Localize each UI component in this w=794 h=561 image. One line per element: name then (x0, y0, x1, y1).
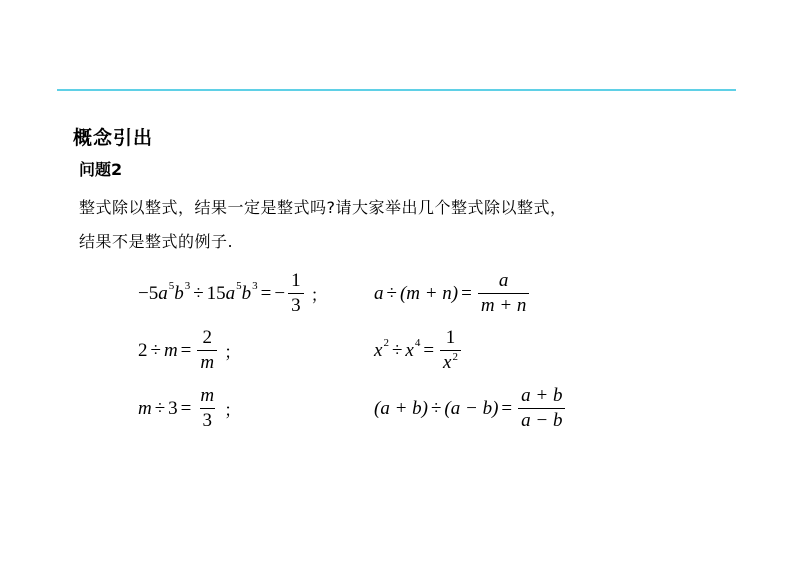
example-3-equation: m ÷ 3 = $\frac{m}{3}$ ； (138, 385, 242, 431)
question-text-line-1: 整式除以整式，结果一定是整式吗?请大家举出几个整式除以整式， (79, 198, 567, 217)
example-2-fraction: $\frac{2}{m}$ (197, 327, 217, 374)
example-4-fraction: $\frac{a}{m + n}$ (478, 270, 530, 317)
example-2-equation: 2 ÷ m = $\frac{2}{m}$ ； (138, 327, 242, 373)
example-6-fraction: $\frac{a + b}{a - b}$ (518, 385, 565, 432)
example-1-fraction: $\frac{1}{3}$ (288, 270, 304, 317)
example-1-equation: −5 a 5 b 3 ÷ 15 a 5 b 3 = − $\frac{1}{3}$ ； (138, 270, 328, 316)
header-divider (57, 89, 736, 91)
example-5-equation: x 2 ÷ x 4 = $\frac{1}{x^2}$ (374, 327, 464, 374)
example-6-equation: (a + b) ÷ (a − b) = $\frac{a + b}{a - b}$ (374, 385, 568, 432)
section-title: 概念引出 (73, 127, 154, 149)
example-4-equation: a ÷ (m + n) = $\frac{a}{m + n}$ (374, 270, 532, 317)
question-label: 问题2 (79, 160, 123, 179)
example-3-fraction: $\frac{m}{3}$ (200, 385, 215, 431)
question-text-line-2: 结果不是整式的例子. (79, 232, 234, 251)
example-5-fraction: $\frac{1}{x^2}$ (440, 327, 461, 374)
